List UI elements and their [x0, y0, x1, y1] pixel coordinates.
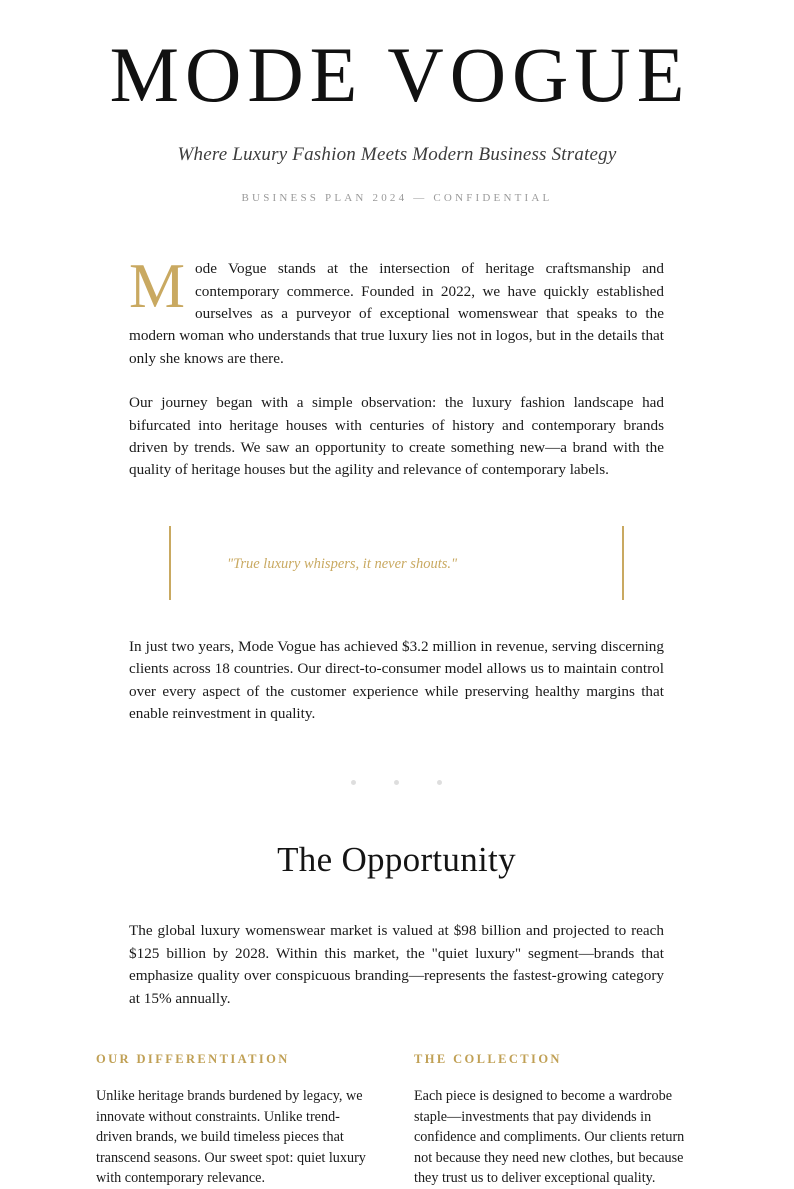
lead-paragraph [129, 251, 664, 370]
column-heading-collection: THE COLLECTION [414, 1052, 562, 1066]
traction-paragraph: In just two years, Mode Vogue has achieved $3.2 million in revenue, serving discerning clients across 18 countries. Our direct-to-consumer model allows us to maintain control over every aspect of the customer experience while preserving healthy margins that enable reinvestment in quality. [129, 637, 664, 722]
brand-tagline: Where Luxury Fashion Meets Modern Business Strategy [177, 144, 617, 166]
pull-quote-text: "True luxury whispers, it never shouts." [227, 555, 458, 572]
column-body-differentiation: Unlike heritage brands burdened by legacy, we innovate without constraints. Unlike trend-driven brands, we build timeless pieces that transcend seasons. Our sweet spot: quiet luxury with contemporary relevance. [96, 1088, 366, 1187]
drop-cap: M [129, 251, 186, 322]
pull-quote [169, 526, 624, 600]
column-differentiation [96, 1052, 372, 1189]
divider-dot-icon [394, 780, 399, 785]
masthead [0, 0, 794, 204]
opportunity-paragraph: The global luxury womenswear market is valued at $98 billion and projected to reach $125 billion by 2028. Within this market, the "quiet luxury" segment—brands that emphasize quality over conspicuous branding—represents the fastest-growing category at 15% annually. [129, 922, 664, 1007]
page-title: MODE VOGUE [109, 31, 691, 118]
column-collection [414, 1052, 690, 1189]
divider-dot-icon [437, 780, 442, 785]
divider-dot-icon [351, 780, 356, 785]
column-heading-differentiation: OUR DIFFERENTIATION [96, 1052, 290, 1066]
column-body-collection: Each piece is designed to become a wardrobe staple—investments that pay dividends in confidence and compliments. Our clients return not because they need new clothes, but because they trust us to deliver exceptional quality. [414, 1088, 685, 1187]
section-heading-opportunity: The Opportunity [277, 840, 516, 880]
document-meta-label: BUSINESS PLAN 2024 — CONFIDENTIAL [241, 192, 553, 205]
intro-second-paragraph: Our journey began with a simple observation: the luxury fashion landscape had bifurcated into heritage houses with centuries of history and contemporary brands driven by trends. We saw an opportunity to create something new—a brand with the quality of heritage houses but the agility and relevance of contemporary labels. [129, 394, 664, 479]
dot-divider-ornament [129, 773, 664, 793]
intro-section [0, 251, 794, 1010]
lead-paragraph-text: ode Vogue stands at the intersection of heritage craftsmanship and contemporary commerce. Founded in 2022, we have quickly established ourselves as a purveyor of exceptional womenswear that speaks to the modern woman who understands that true luxury lies not in logos, but in the details that only she knows are there. [129, 260, 664, 367]
two-column-section [0, 1052, 794, 1189]
